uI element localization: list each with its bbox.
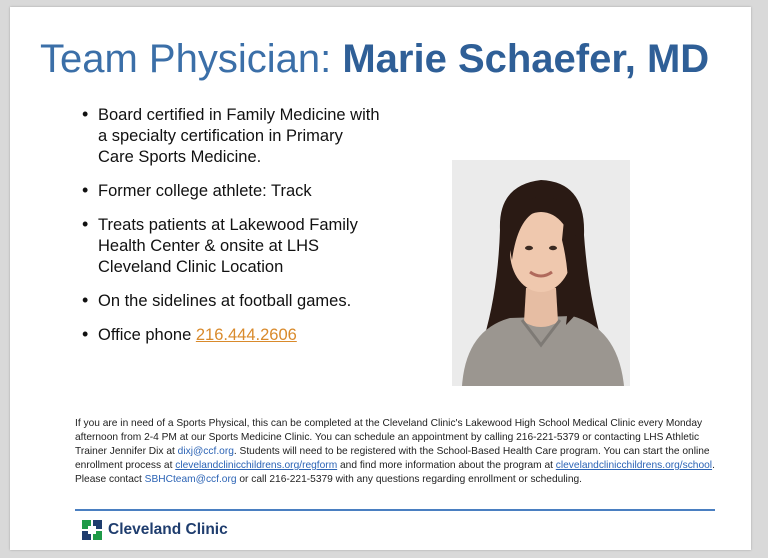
- bullet-sidelines: • On the sidelines at football games.: [80, 291, 380, 312]
- logo-text: Cleveland Clinic: [108, 521, 228, 538]
- portrait-illustration: [452, 160, 630, 386]
- email-link-sbhc[interactable]: SBHCteam@ccf.org: [144, 474, 237, 485]
- clinic-logo-icon: [82, 520, 102, 540]
- page-title: [40, 37, 709, 82]
- title-prefix: Team Physician:: [40, 37, 343, 81]
- cleveland-clinic-logo: [82, 520, 228, 540]
- phone-label: Office phone: [98, 326, 196, 344]
- email-link-trainer[interactable]: dixj@ccf.org: [177, 446, 234, 457]
- sports-physical-info: If you are in need of a Sports Physical, this can be completed at the Cleveland Clinic's Lakewood High School Medical Clinic every Monday afternoon from 2-4 PM at our Sports Medicine Clinic. You can schedule an appointment by calling 216-221-5379 or contacting LHS Athletic Trainer Jennifer Dix at dixj@ccf.org. Students will need to be registered with the School-Based Health Care program. You can start the online enrollment process at clevelandclinicchildrens.org/regform and find more information about the program at clevelandclinicchildrens.org/school. Please contact SBHCteam@ccf.org or call 216-221-5379 with any questions regarding enrollment or scheduling.: [75, 418, 715, 485]
- bullet-certification: • Board certified in Family Medicine with a specialty certification in Primary Care Sports Medicine.: [80, 105, 380, 168]
- bullet-phone: [80, 325, 380, 346]
- divider: [75, 509, 715, 511]
- bullet-locations: • Treats patients at Lakewood Family Health Center & onsite at LHS Cleveland Clinic Location: [80, 215, 380, 278]
- bullet-athlete: • Former college athlete: Track: [80, 181, 380, 202]
- bullet-list: [80, 105, 380, 359]
- phone-link[interactable]: 216.444.2606: [195, 326, 297, 344]
- slide: [10, 7, 751, 550]
- physician-name: Marie Schaefer, MD: [342, 37, 710, 81]
- regform-link[interactable]: clevelandclinicchildrens.org/regform: [175, 460, 338, 471]
- physician-photo: [452, 160, 630, 386]
- school-link[interactable]: clevelandclinicchildrens.org/school: [555, 460, 713, 471]
